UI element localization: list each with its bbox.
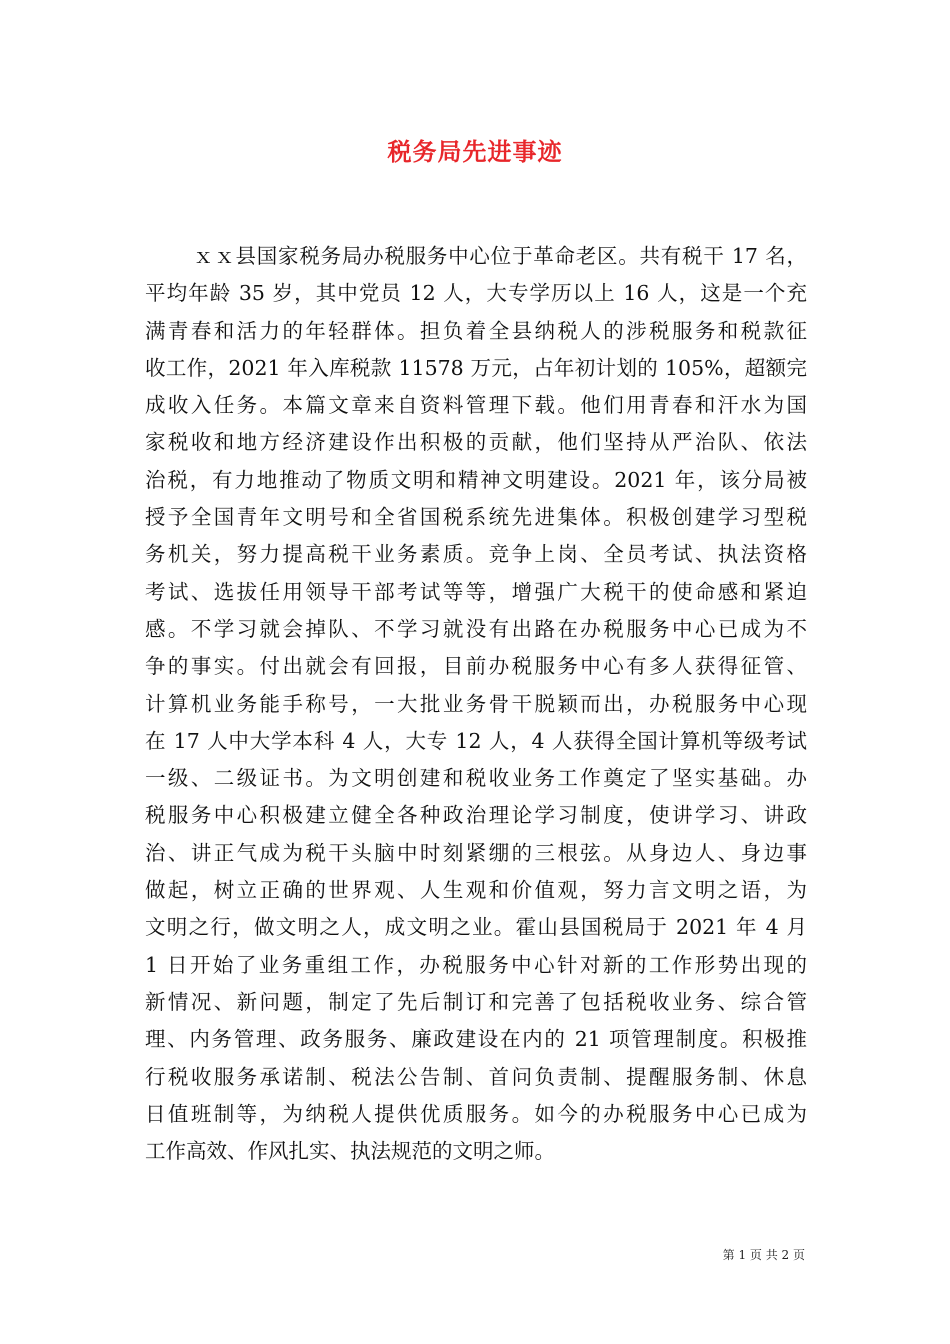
text-line: 收工作，2021 年入库税款 11578 万元，占年初计划的 105%，超额完	[145, 355, 807, 380]
text-line: 务机关，努力提高税干业务素质。竞争上岗、全员考试、执法资格	[145, 542, 807, 567]
page-number-footer: 第 1 页 共 2 页	[722, 1248, 805, 1262]
text-line: ｘｘ县国家税务局办税服务中心位于革命老区。共有税干 17 名，	[193, 244, 807, 268]
text-line: 争的事实。付出就会有回报，目前办税服务中心有多人获得征管、	[145, 654, 807, 679]
text-line: 1 日开始了业务重组工作，办税服务中心针对新的工作形势出现的	[145, 952, 807, 977]
document-title: 税务局先进事迹	[387, 137, 563, 166]
text-line: 文明之行，做文明之人，成文明之业。霍山县国税局于 2021 年 4 月	[145, 915, 807, 940]
text-line: 日值班制等，为纳税人提供优质服务。如今的办税服务中心已成为	[145, 1101, 807, 1126]
text-line: 治、讲正气成为税干头脑中时刻紧绷的三根弦。从身边人、身边事	[145, 840, 807, 865]
text-line: 平均年龄 35 岁，其中党员 12 人，大专学历以上 16 人，这是一个充	[145, 281, 807, 306]
text-line: 在 17 人中大学本科 4 人，大专 12 人，4 人获得全国计算机等级考试	[145, 728, 807, 753]
text-line: 理、内务管理、政务服务、廉政建设在内的 21 项管理制度。积极推	[145, 1027, 807, 1052]
text-line: 新情况、新问题，制定了先后制订和完善了包括税收业务、综合管	[145, 989, 807, 1014]
text-line: 税服务中心积极建立健全各种政治理论学习制度，使讲学习、讲政	[145, 803, 807, 828]
text-line: 授予全国青年文明号和全省国税系统先进集体。积极创建学习型税	[145, 505, 807, 530]
text-line: 行税收服务承诺制、税法公告制、首问负责制、提醒服务制、休息	[145, 1064, 807, 1089]
text-line: 工作高效、作风扎实、执法规范的文明之师。	[145, 1139, 555, 1164]
text-line: 感。不学习就会掉队、不学习就没有出路在办税服务中心已成为不	[145, 616, 807, 641]
text-line: 满青春和活力的年轻群体。担负着全县纳税人的涉税服务和税款征	[145, 318, 807, 343]
text-line: 家税收和地方经济建设作出积极的贡献，他们坚持从严治队、依法	[145, 430, 807, 455]
text-line: 做起，树立正确的世界观、人生观和价值观，努力言文明之语，为	[145, 878, 807, 903]
text-line: 计算机业务能手称号，一大批业务骨干脱颖而出，办税服务中心现	[145, 691, 807, 716]
text-line: 考试、选拔任用领导干部考试等等，增强广大税干的使命感和紧迫	[145, 579, 807, 604]
text-line: 成收入任务。本篇文章来自资料管理下载。他们用青春和汗水为国	[145, 393, 807, 418]
text-line: 一级、二级证书。为文明创建和税收业务工作奠定了坚实基础。办	[145, 766, 807, 791]
text-line: 治税，有力地推动了物质文明和精神文明建设。2021 年，该分局被	[145, 467, 807, 492]
document-body	[145, 238, 807, 1170]
